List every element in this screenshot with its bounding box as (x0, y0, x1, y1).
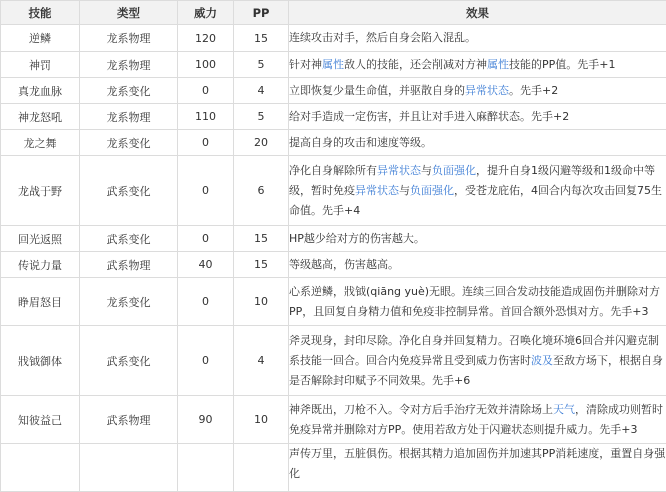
skill-pp (234, 444, 289, 492)
skill-power: 40 (178, 252, 234, 278)
effect-text: 净化自身解除所有 (289, 164, 377, 177)
skill-effect (289, 278, 666, 326)
skill-type: 武系变化 (80, 226, 178, 252)
effect-text: 等级越高，伤害越高。 (289, 258, 399, 271)
skill-pp: 5 (234, 52, 289, 78)
table-row (1, 25, 666, 52)
skill-pp: 6 (234, 156, 289, 226)
skill-effect (289, 396, 666, 444)
skill-power: 0 (178, 78, 234, 104)
skill-name (1, 444, 80, 492)
skill-power: 0 (178, 226, 234, 252)
skill-pp: 15 (234, 252, 289, 278)
skill-effect (289, 25, 666, 52)
skill-power (178, 444, 234, 492)
effect-text: 神斧既出，刀枪不入。令对方后手治疗无效并清除场上 (289, 403, 553, 416)
col-header-type: 类型 (80, 1, 178, 25)
effect-text: 敌人的技能，还会削减对方神 (344, 58, 487, 71)
skill-effect (289, 78, 666, 104)
col-header-power: 威力 (178, 1, 234, 25)
skill-power: 0 (178, 278, 234, 326)
table-header-row (1, 1, 666, 25)
keyword-link[interactable]: 属性 (487, 58, 509, 71)
effect-text: ，清除成功则暂时免疫异常并删除对方PP。使用若敌方处于闪避状态则提升威力。先手+3 (289, 403, 663, 436)
skill-pp: 5 (234, 104, 289, 130)
skill-name: 逆鳞 (1, 25, 80, 52)
col-header-effect: 效果 (289, 1, 666, 25)
col-header-skill: 技能 (1, 1, 80, 25)
skill-effect (289, 52, 666, 78)
effect-text: 心系逆鳞，戕钺(qiāng yuè)无眼。连续三回合发动技能造成固伤并删除对方PP，且回复自身精力值和免疫非控制异常。首回合额外恐惧对方。先手+3 (289, 285, 660, 318)
keyword-link[interactable]: 负面强化 (410, 184, 454, 197)
skill-power: 0 (178, 326, 234, 396)
skill-pp: 4 (234, 326, 289, 396)
table-row (1, 226, 666, 252)
effect-text: 提高自身的攻击和速度等级。 (289, 136, 432, 149)
effect-text: 连续攻击对手，然后自身会陷入混乱。 (289, 31, 476, 44)
skill-type: 龙系变化 (80, 278, 178, 326)
skill-name: 戕钺御体 (1, 326, 80, 396)
skill-name: 真龙血脉 (1, 78, 80, 104)
effect-text: 。先手+2 (509, 84, 558, 97)
table-row (1, 252, 666, 278)
skill-power: 0 (178, 156, 234, 226)
effect-text: HP越少给对方的伤害越大。 (289, 232, 425, 245)
skill-pp: 10 (234, 396, 289, 444)
skill-name: 龙之舞 (1, 130, 80, 156)
skill-type: 武系变化 (80, 326, 178, 396)
effect-text: 与 (421, 164, 432, 177)
effect-text: 至敌方场下，根据自身是否解除封印赋予不同效果。先手+6 (289, 354, 663, 387)
table-row (1, 52, 666, 78)
table-row (1, 326, 666, 396)
table-row (1, 104, 666, 130)
table-row (1, 78, 666, 104)
skill-power: 120 (178, 25, 234, 52)
skill-effect (289, 156, 666, 226)
keyword-link[interactable]: 天气 (553, 403, 575, 416)
keyword-link[interactable]: 负面强化 (432, 164, 476, 177)
table-row (1, 130, 666, 156)
effect-text: 与 (399, 184, 410, 197)
skill-pp: 15 (234, 25, 289, 52)
skill-power: 90 (178, 396, 234, 444)
skill-pp: 15 (234, 226, 289, 252)
skill-type: 龙系变化 (80, 78, 178, 104)
skill-pp: 20 (234, 130, 289, 156)
effect-text: 给对手造成一定伤害，并且让对手进入麻醉状态。先手+2 (289, 110, 569, 123)
skill-type: 龙系物理 (80, 25, 178, 52)
skill-effect (289, 130, 666, 156)
skill-pp: 10 (234, 278, 289, 326)
skill-effect (289, 252, 666, 278)
skill-effect (289, 444, 666, 492)
skill-type: 龙系物理 (80, 52, 178, 78)
skill-type (80, 444, 178, 492)
effect-text: 声传万里，五脏俱伤。根据其精力追加固伤并加速其PP消耗速度，重置自身强化 (289, 447, 665, 480)
skill-type: 龙系变化 (80, 130, 178, 156)
effect-text: ，提升自身1级闪避等级和1级命中等级，暂时免疫 (289, 164, 655, 197)
effect-text: 技能的PP值。先手+1 (509, 58, 615, 71)
skill-pp: 4 (234, 78, 289, 104)
table-row (1, 278, 666, 326)
skill-name: 回光返照 (1, 226, 80, 252)
keyword-link[interactable]: 波及 (531, 354, 553, 367)
table-row (1, 444, 666, 492)
skill-effect (289, 226, 666, 252)
skill-type: 武系物理 (80, 396, 178, 444)
skill-name: 神龙怒吼 (1, 104, 80, 130)
skill-effect (289, 104, 666, 130)
skill-power: 110 (178, 104, 234, 130)
skill-type: 武系物理 (80, 252, 178, 278)
effect-text: 立即恢复少量生命值，并驱散自身的 (289, 84, 465, 97)
skill-power: 0 (178, 130, 234, 156)
keyword-link[interactable]: 异常状态 (465, 84, 509, 97)
skill-type: 龙系物理 (80, 104, 178, 130)
skill-name: 睁眉怒目 (1, 278, 80, 326)
skill-name: 传说力量 (1, 252, 80, 278)
skill-name: 知彼益己 (1, 396, 80, 444)
skill-name: 龙战于野 (1, 156, 80, 226)
table-row (1, 396, 666, 444)
col-header-pp: PP (234, 1, 289, 25)
keyword-link[interactable]: 属性 (322, 58, 344, 71)
skill-name: 神罚 (1, 52, 80, 78)
skill-effect (289, 326, 666, 396)
skill-power: 100 (178, 52, 234, 78)
table-row (1, 156, 666, 226)
effect-text: 针对神 (289, 58, 322, 71)
skill-type: 武系变化 (80, 156, 178, 226)
keyword-link[interactable]: 异常状态 (377, 164, 421, 177)
effect-text: 斧灵现身，封印尽除。净化自身并回复精力。召唤化境环境6回合并闪避克制系技能一回合。回合内免疫异常且受到威力伤害时 (289, 334, 659, 367)
effect-text: ，受苍龙庇佑，4回合内每次攻击回复75生命值。先手+4 (289, 184, 662, 217)
keyword-link[interactable]: 异常状态 (355, 184, 399, 197)
